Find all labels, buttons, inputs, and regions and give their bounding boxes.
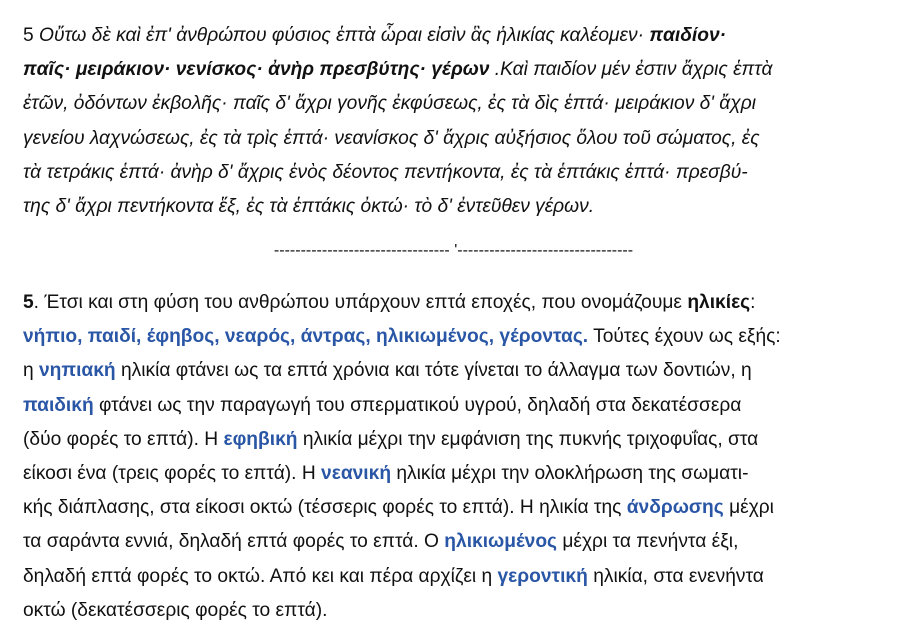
modern-line-2 — [23, 320, 889, 354]
modern-line-3 — [23, 354, 889, 388]
modern-line-9-b: ηλικία, στα ενενήντα — [587, 565, 764, 587]
modern-line-1 — [23, 286, 889, 320]
modern-line-8-a: τα σαράντα εννιά, δηλαδή επτά φορές το επτά. Ο — [23, 531, 445, 553]
modern-line-4-b: φτάνει ως την παραγωγή του σπερματικού υγρού, δηλαδή στα δεκατέσσερα — [93, 394, 742, 416]
ancient-ages-first: παιδίον· — [649, 25, 727, 46]
ancient-line-3: ἐτῶν, ὀδόντων ἐκβολῆς· παῖς δ' ἄχρι γονῆς ἐκφύσεως, ἐς τὰ δὶς ἑπτά· μειράκιον δ' ἄχρι — [23, 93, 756, 115]
modern-line-6-b: ηλικία μέχρι την ολοκλήρωση της σωματι- — [391, 463, 749, 485]
term-ilikies: ηλικίες — [687, 292, 751, 313]
modern-line-5-a: (δύο φορές το επτά). Η — [23, 428, 224, 450]
ages-list-highlight: νήπιο, παιδί, έφηβος, νεαρός, άντρας, ηλικιωμένος, γέροντας. — [23, 326, 589, 348]
ancient-line-2-rest: .Καὶ παιδίον μέν ἐστιν ἄχρις ἑπτὰ — [494, 59, 773, 81]
modern-line-1-text: . Έτσι και στη φύση του ανθρώπου υπάρχουν επτά εποχές, που ονομάζουμε — [33, 292, 682, 313]
modern-line-9-a: δηλαδή επτά φορές το οκτώ. Από κει και πέρα αρχίζει η — [23, 565, 498, 587]
ancient-ages-list: παῖς· μειράκιον· νενίσκος· ἀνὴρ πρεσβύτης· γέρων — [23, 59, 490, 81]
modern-passage-number: 5 — [23, 292, 34, 313]
modern-line-3-b: ηλικία φτάνει ως τα επτά χρόνια και τότε γίνεται το άλλαγμα των δοντιών, η — [115, 360, 752, 382]
ancient-line-2 — [23, 53, 885, 87]
term-gerontiki: γεροντική — [497, 565, 588, 587]
colon: : — [750, 292, 756, 313]
ancient-line-5: τὰ τετράκις ἑπτά· ἀνὴρ δ' ἄχρις ἑνὸς δέοντος πεντήκοντα, ἐς τὰ ἑπτάκις ἑπτά· πρεσβύ- — [23, 161, 748, 183]
term-paidiki: παιδική — [23, 394, 94, 416]
modern-line-6 — [23, 457, 889, 491]
passage-number: 5 — [23, 25, 34, 46]
ancient-intro: Οὔτω δὲ καὶ ἐπ' ἀνθρώπου φύσιος ἑπτὰ ὧραι εἰσὶν ἃς ἡλικίας καλέομεν· — [39, 25, 644, 46]
modern-line-7 — [23, 491, 889, 525]
term-ilikiomenos: ηλικιωμένος — [444, 531, 558, 553]
ancient-greek-passage — [23, 19, 885, 224]
ancient-line-1 — [23, 19, 885, 53]
modern-line-9 — [23, 560, 889, 594]
term-nipiaki: νηπιακή — [39, 360, 116, 382]
modern-line-10: οκτώ (δεκατέσσερις φορές το επτά). — [23, 599, 328, 621]
ancient-line-4: γενείου λαχνώσεως, ἐς τὰ τρὶς ἑπτά· νεανίσκος δ' ἄχρις αὐξήσιος ὅλου τοῦ σώματος, ἐς — [23, 127, 760, 149]
modern-line-7-b: μέχρι — [723, 497, 774, 519]
modern-line-8 — [23, 525, 889, 559]
modern-line-4 — [23, 389, 889, 423]
modern-line-8-b: μέχρι τα πενήντα έξι, — [557, 531, 739, 553]
term-efiviki: εφηβική — [223, 428, 298, 450]
modern-line-3-a: η — [23, 360, 40, 382]
modern-line-7-a: κής διάπλασης, στα είκοσι οκτώ (τέσσερις φορές το επτά). Η ηλικία της — [23, 497, 627, 519]
modern-line-5-b: ηλικία μέχρι την εμφάνιση της πυκνής τριχοφυΐας, στα — [297, 428, 759, 450]
modern-line-6-a: είκοσι ένα (τρεις φορές το επτά). Η — [23, 463, 322, 485]
term-neaniki: νεανική — [321, 463, 392, 485]
section-separator: --------------------------------- '--------------------------------- — [273, 242, 634, 259]
term-androsi: άνδρωσης — [626, 497, 724, 519]
modern-line-5 — [23, 423, 889, 457]
ancient-line-6: της δ' ἄχρι πεντήκοντα ἕξ, ἐς τὰ ἑπτάκις ὀκτώ· τὸ δ' ἐντεῦθεν γέρων. — [23, 196, 595, 218]
modern-line-2-rest: Τούτες έχουν ως εξής: — [588, 326, 781, 348]
modern-greek-passage — [23, 286, 889, 628]
